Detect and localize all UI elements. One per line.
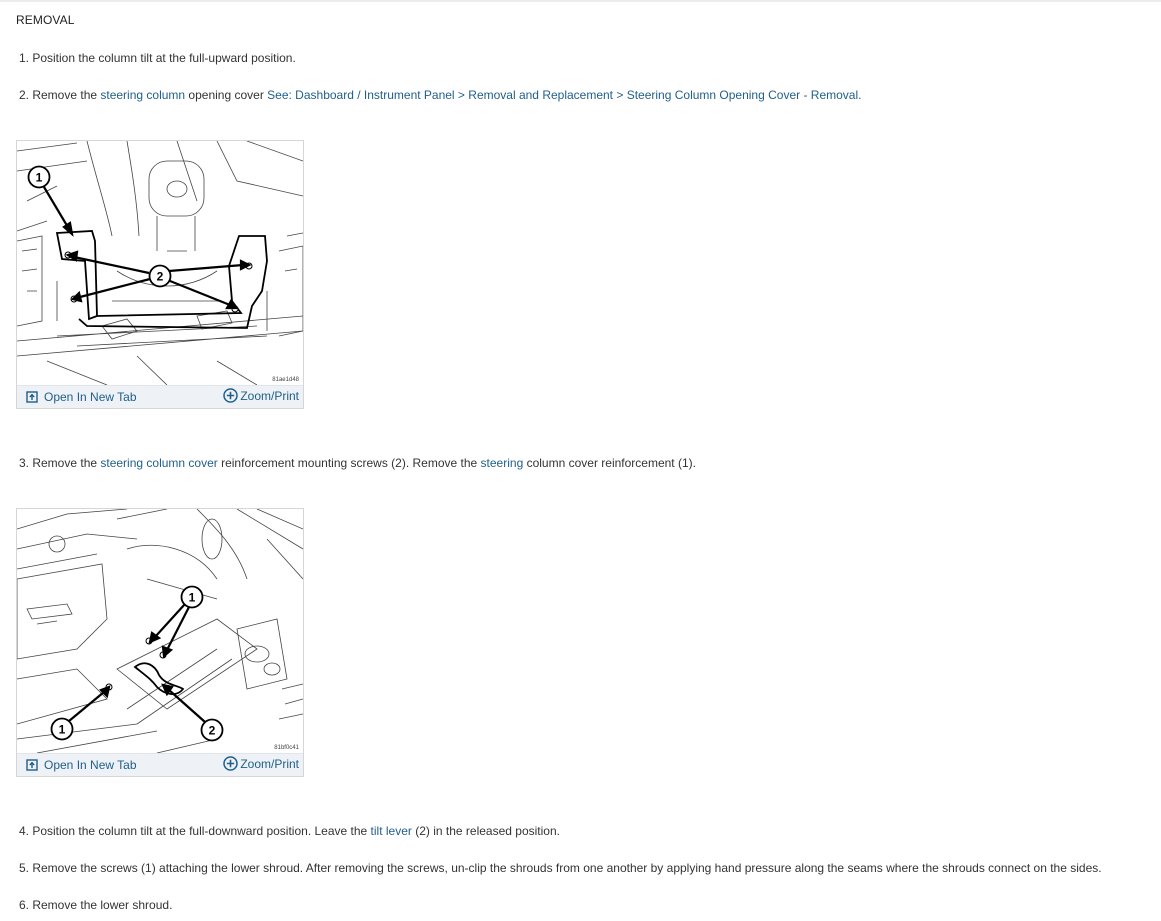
zoom-print-label: Zoom/Print [240, 757, 299, 771]
figure-2-code: 81bf0c41 [274, 745, 299, 751]
step-3 [19, 456, 696, 470]
step-1-text: 1. Position the column tilt at the full-upward position. [19, 51, 296, 65]
tilt-lever-link[interactable]: tilt lever [370, 824, 412, 838]
open-in-new-tab-label: Open In New Tab [44, 390, 137, 404]
figure-2-callouts [52, 587, 223, 741]
step-3-text-mid: reinforcement mounting screws (2). Remove the [217, 456, 481, 470]
step-4 [19, 824, 560, 838]
step-2-text-mid: opening cover [185, 88, 268, 102]
step-5-text: 5. Remove the screws (1) attaching the lower shroud. After removing the screws, un-clip the shrouds from one another by applying hand pressure along the seams where the shrouds connect on the sides. [19, 861, 1102, 875]
steering-column-link[interactable]: steering column [100, 88, 186, 102]
step-6 [19, 898, 172, 912]
figure-2-illustration [17, 509, 303, 753]
zoom-print-label: Zoom/Print [240, 389, 299, 403]
top-divider [0, 0, 1161, 2]
figure-1-illustration [17, 141, 303, 385]
figure-2-toolbar [17, 753, 303, 776]
callout-1: 1 [35, 170, 43, 185]
callout-2: 2 [208, 723, 216, 738]
step-4-text: 4. Position the column tilt at the full-downward position. Leave the [19, 824, 371, 838]
open-new-tab-icon [26, 391, 38, 403]
figure-1 [16, 140, 304, 409]
figure-2 [16, 508, 304, 777]
zoom-plus-icon [223, 388, 238, 403]
open-in-new-tab-button[interactable] [26, 390, 137, 404]
step-3-text: 3. Remove the [19, 456, 101, 470]
figure-1-code: 81ae1d48 [272, 377, 299, 383]
callout-1-upper: 1 [188, 590, 196, 605]
open-in-new-tab-button[interactable] [26, 758, 137, 772]
zoom-plus-icon [223, 756, 238, 771]
figure-1-toolbar [17, 385, 303, 408]
see-reference-link[interactable]: See: Dashboard / Instrument Panel > Removal and Replacement > Steering Column Opening Cover - Removal. [267, 88, 862, 102]
steering-column-cover-link[interactable]: steering column cover [100, 456, 218, 470]
step-1 [19, 51, 296, 65]
step-3-text-post: column cover reinforcement (1). [523, 456, 696, 470]
zoom-print-button[interactable] [223, 756, 299, 771]
step-4-text-post: (2) in the released position. [411, 824, 560, 838]
zoom-print-button[interactable] [223, 388, 299, 403]
step-2-text: 2. Remove the [19, 88, 101, 102]
open-in-new-tab-label: Open In New Tab [44, 758, 137, 772]
section-heading: REMOVAL [16, 13, 75, 27]
step-6-text: 6. Remove the lower shroud. [19, 898, 173, 912]
callout-2: 2 [156, 269, 164, 284]
open-new-tab-icon [26, 759, 38, 771]
steering-link[interactable]: steering [480, 456, 524, 470]
step-2 [19, 88, 861, 102]
step-5 [19, 861, 1102, 875]
callout-1-lower: 1 [58, 722, 66, 737]
